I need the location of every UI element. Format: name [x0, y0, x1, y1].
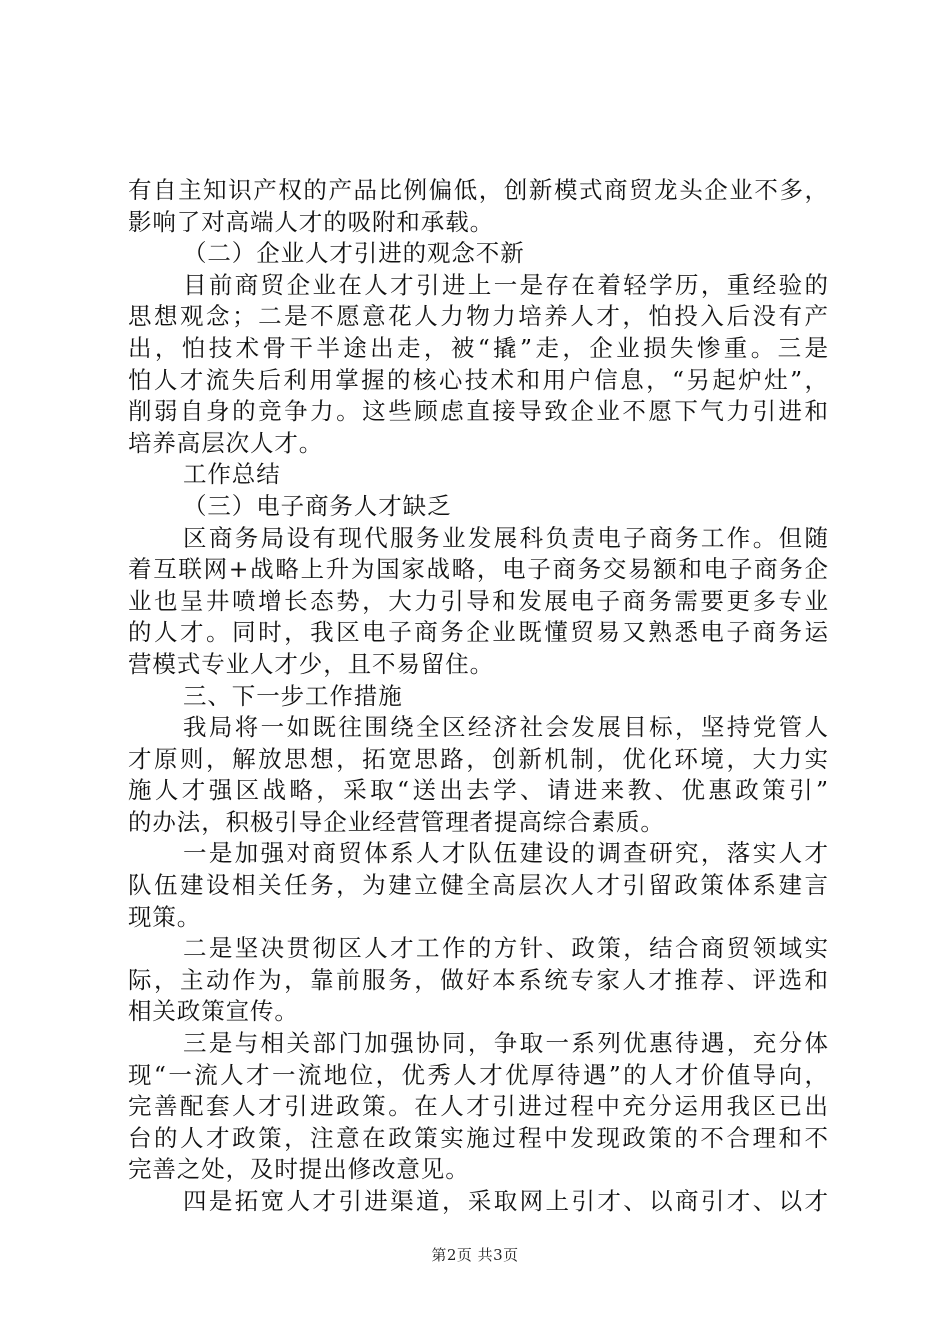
text-line: 二是坚决贯彻区人才工作的方针、政策，结合商贸领域实: [183, 934, 828, 963]
text-line: 有自主知识产权的产品比例偏低，创新模式商贸龙头企业不多，: [128, 176, 828, 204]
text-line: 着互联网+战略上升为国家战略，电子商务交易额和电子商务企: [128, 555, 828, 584]
text-line: 区商务局设有现代服务业发展科负责电子商务工作。但随: [183, 523, 828, 552]
page-number-footer: 第2页 共3页: [431, 1246, 519, 1264]
text-line: 出，怕技术骨干半途出走，被“撬”走，企业损失惨重。三是: [128, 333, 828, 362]
text-line: 营模式专业人才少，且不易留住。: [128, 649, 494, 678]
text-line: 的人才。同时，我区电子商务企业既懂贸易又熟悉电子商务运: [128, 618, 828, 647]
text-line: 现“一流人才一流地位，优秀人才优厚待遇”的人才价值导向，: [128, 1060, 828, 1089]
text-line: 业也呈井喷增长态势，大力引导和发展电子商务需要更多专业: [128, 586, 828, 615]
text-line: 削弱自身的竞争力。这些顾虑直接导致企业不愿下气力引进和: [128, 397, 828, 426]
text-line: 台的人才政策，注意在政策实施过程中发现政策的不合理和不: [128, 1123, 828, 1152]
text-line: 怕人才流失后利用掌握的核心技术和用户信息，“另起炉灶”，: [128, 365, 828, 394]
section-heading: 工作总结: [183, 460, 281, 489]
text-line: 影响了对高端人才的吸附和承载。: [128, 207, 494, 236]
text-line: 我局将一如既往围绕全区经济社会发展目标，坚持党管人: [183, 713, 828, 742]
text-line: 的办法，积极引导企业经营管理者提高综合素质。: [128, 807, 665, 836]
text-line: 完善配套人才引进政策。在人才引进过程中充分运用我区已出: [128, 1092, 828, 1121]
section-heading: 三、下一步工作措施: [183, 681, 403, 710]
text-line: 完善之处，及时提出修改意见。: [128, 1155, 470, 1184]
section-heading: （二）企业人才引进的观念不新: [183, 239, 525, 268]
text-line: 际，主动作为，靠前服务，做好本系统专家人才推荐、评选和: [128, 965, 828, 994]
document-body: [128, 175, 828, 1218]
text-line: 相关政策宣传。: [128, 997, 299, 1026]
text-line: 目前商贸企业在人才引进上一是存在着轻学历，重经验的: [183, 270, 828, 299]
section-heading: （三）电子商务人才缺乏: [183, 491, 452, 520]
text-line: 四是拓宽人才引进渠道，采取网上引才、以商引才、以才: [183, 1187, 828, 1215]
text-line: 思想观念；二是不愿意花人力物力培养人才，怕投入后没有产: [128, 302, 828, 331]
text-line: 一是加强对商贸体系人才队伍建设的调查研究，落实人才: [183, 839, 828, 868]
text-line: 队伍建设相关任务，为建立健全高层次人才引留政策体系建言: [128, 871, 828, 900]
text-line: 三是与相关部门加强协同，争取一系列优惠待遇，充分体: [183, 1029, 828, 1058]
text-line: 才原则，解放思想，拓宽思路，创新机制，优化环境，大力实: [128, 744, 828, 773]
text-line: 培养高层次人才。: [128, 428, 324, 457]
text-line: 现策。: [128, 902, 202, 931]
text-line: 施人才强区战略，采取“送出去学、请进来教、优惠政策引”: [128, 776, 828, 805]
